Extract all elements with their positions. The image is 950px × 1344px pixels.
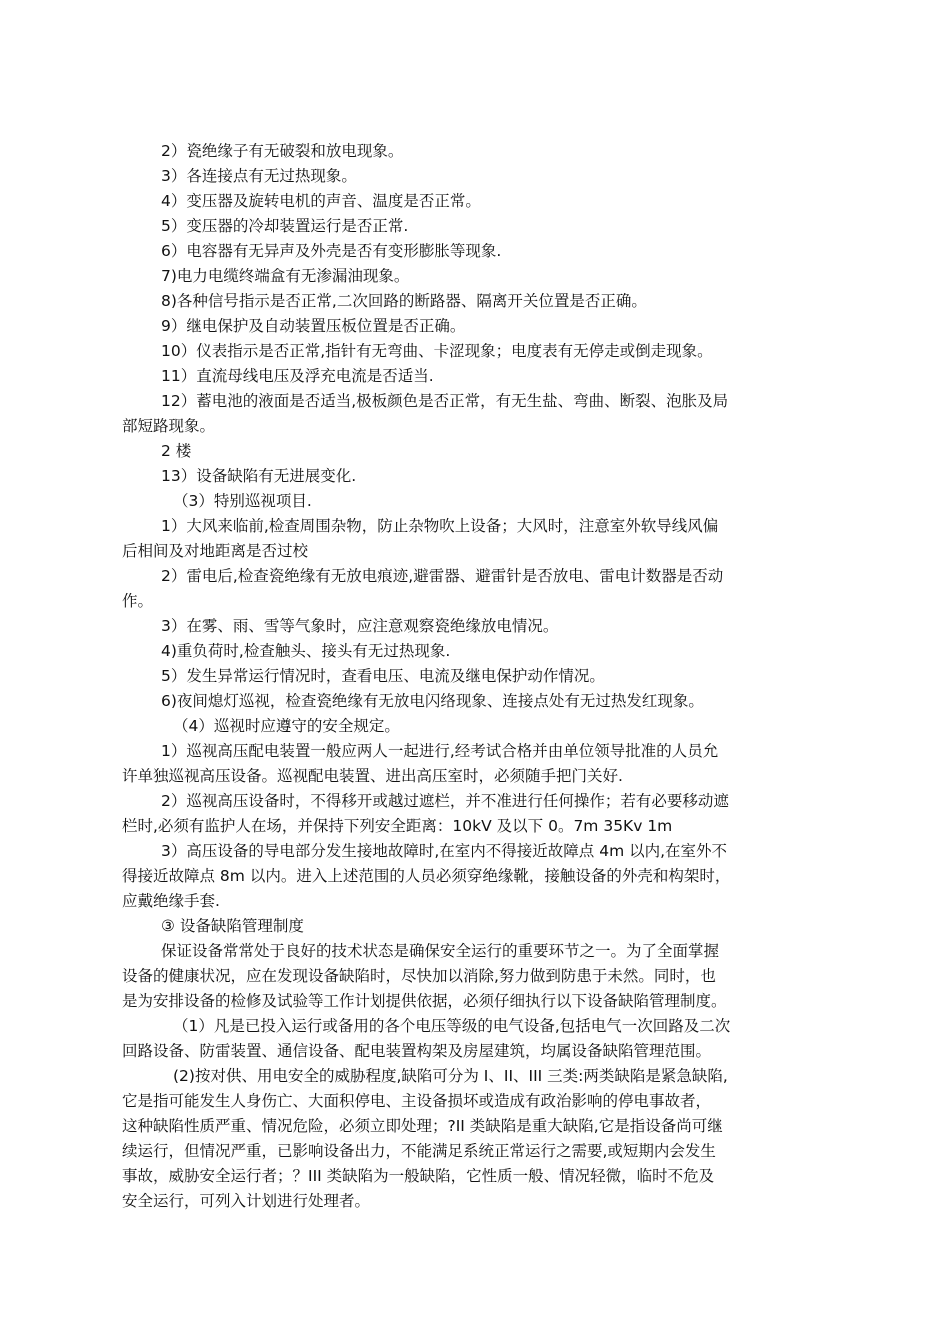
text-line: 设备的健康状况，应在发现设备缺陷时，尽快加以消除,努力做到防患于未然。同时，也: [122, 967, 716, 985]
text-line: ③ 设备缺陷管理制度: [161, 917, 304, 935]
text-line: 安全运行，可列入计划进行处理者。: [122, 1192, 371, 1210]
text-line: 栏时,必须有监护人在场，并保持下列安全距离：10kV 及以下 0。7m 35Kv 1m: [122, 817, 673, 835]
text-line: 2 楼: [161, 442, 192, 460]
text-line: 1）巡视高压配电装置一般应两人一起进行,经考试合格并由单位领导批准的人员允: [161, 742, 719, 760]
document-body: [122, 139, 828, 1214]
text-line: （4）巡视时应遵守的安全规定。: [173, 717, 400, 735]
text-line: 8)各种信号指示是否正常,二次回路的断路器、隔离开关位置是否正确。: [161, 292, 647, 310]
text-line: 4)重负荷时,检查触头、接头有无过热现象.: [161, 642, 451, 660]
text-line: 2）雷电后,检查瓷绝缘有无放电痕迹,避雷器、避雷针是否放电、雷电计数器是否动: [161, 567, 724, 585]
text-line: 12）蓄电池的液面是否适当,极板颜色是否正常，有无生盐、弯曲、断裂、泡胀及局: [161, 392, 729, 410]
text-line: 部短路现象。: [122, 417, 216, 435]
text-line: 保证设备常常处于良好的技术状态是确保安全运行的重要环节之一。为了全面掌握: [161, 942, 720, 960]
text-line: 5）发生异常运行情况时，查看电压、电流及继电保护动作情况。: [161, 667, 605, 685]
text-line: 许单独巡视高压设备。巡视配电装置、进出高压室时，必须随手把门关好.: [122, 767, 623, 785]
text-line: 回路设备、防雷装置、通信设备、配电装置构架及房屋建筑，均属设备缺陷管理范围。: [122, 1042, 712, 1060]
text-line: 2）瓷绝缘子有无破裂和放电现象。: [161, 142, 404, 160]
text-line: 续运行，但情况严重，已影响设备出力，不能满足系统正常运行之需要,或短期内会发生: [122, 1142, 716, 1160]
text-line: 后相间及对地距离是否过校: [122, 542, 309, 560]
text-line: 2）巡视高压设备时，不得移开或越过遮栏，并不准进行任何操作；若有必要移动遮: [161, 792, 729, 810]
text-line: 这种缺陷性质严重、情况危险，必须立即处理；?II 类缺陷是重大缺陷,它是指设备尚可继: [122, 1117, 723, 1135]
text-line: 7)电力电缆终端盒有无渗漏油现象。: [161, 267, 410, 285]
text-line: 得接近故障点 8m 以内。进入上述范围的人员必须穿绝缘靴，接触设备的外壳和构架时，: [122, 867, 731, 885]
text-line: 作。: [122, 592, 154, 610]
text-line: 11）直流母线电压及浮充电流是否适当.: [161, 367, 434, 385]
text-line: 3）在雾、雨、雪等气象时，应注意观察瓷绝缘放电情况。: [161, 617, 559, 635]
text-line: 它是指可能发生人身伤亡、大面积停电、主设备损坏或造成有政治影响的停电事故者，: [122, 1092, 712, 1110]
text-line: 10）仪表指示是否正常,指针有无弯曲、卡涩现象；电度表有无停走或倒走现象。: [161, 342, 713, 360]
text-line: 9）继电保护及自动装置压板位置是否正确。: [161, 317, 466, 335]
text-line: 3）高压设备的导电部分发生接地故障时,在室内不得接近故障点 4m 以内,在室外不: [161, 842, 728, 860]
text-line: （3）特别巡视项目.: [173, 492, 312, 510]
text-line: 应戴绝缘手套.: [122, 892, 220, 910]
text-line: 是为安排设备的检修及试验等工作计划提供依据，必须仔细执行以下设备缺陷管理制度。: [122, 992, 727, 1010]
text-line: （1）凡是已投入运行或备用的各个电压等级的电气设备,包括电气一次回路及二次: [173, 1017, 731, 1035]
text-line: 1）大风来临前,检查周围杂物，防止杂物吹上设备；大风时，注意室外软导线风偏: [161, 517, 719, 535]
text-line: 3）各连接点有无过热现象。: [161, 167, 357, 185]
text-line: 4）变压器及旋转电机的声音、温度是否正常。: [161, 192, 481, 210]
text-line: 6)夜间熄灯巡视，检查瓷绝缘有无放电闪络现象、连接点处有无过热发红现象。: [161, 692, 704, 710]
text-line: 6）电容器有无异声及外壳是否有变形膨胀等现象.: [161, 242, 502, 260]
text-line: 事故，威胁安全运行者；？III 类缺陷为一般缺陷，它性质一般、情况轻微，临时不危及: [122, 1167, 715, 1185]
text-line: 5）变压器的冷却装置运行是否正常.: [161, 217, 409, 235]
text-line: (2)按对供、用电安全的威胁程度,缺陷可分为 I、II、III 三类:两类缺陷是紧急缺陷,: [173, 1067, 728, 1085]
text-line: 13）设备缺陷有无进展变化.: [161, 467, 357, 485]
